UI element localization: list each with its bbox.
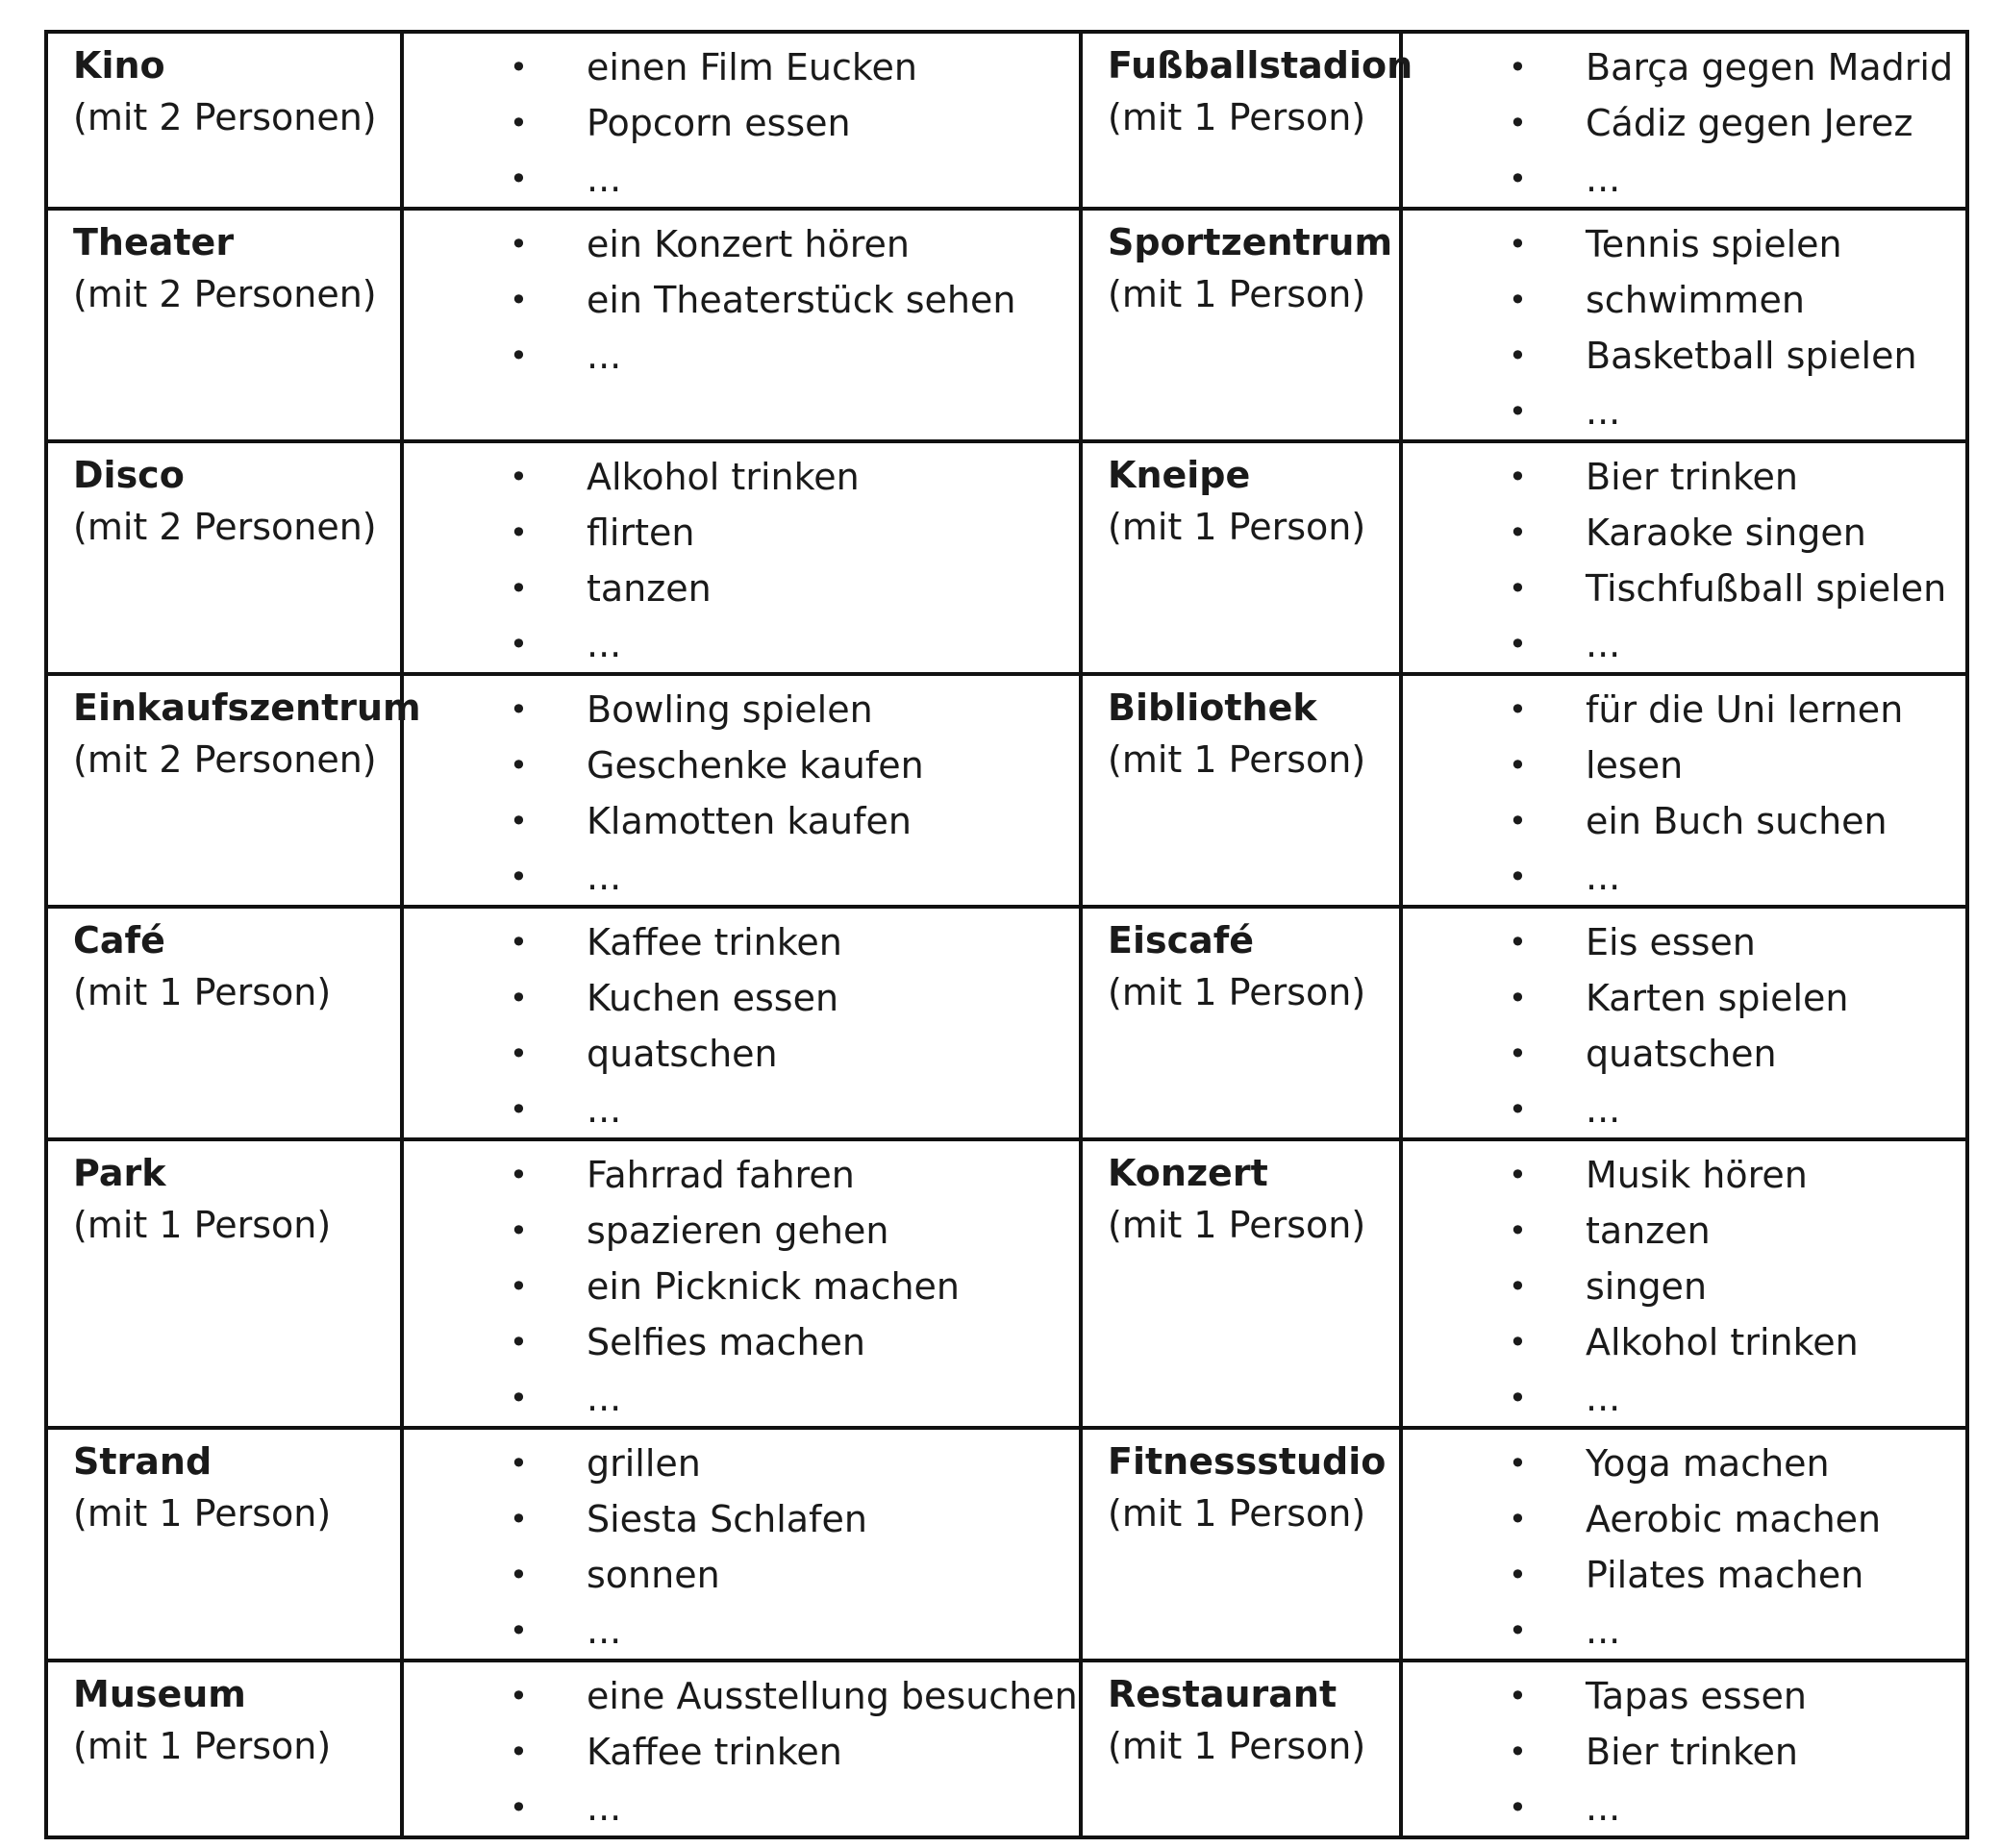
activity-text: ein Theaterstück sehen — [587, 279, 1016, 321]
activities-cell — [1401, 32, 1967, 209]
list-item — [404, 561, 1079, 616]
bullet-icon: • — [510, 803, 528, 839]
activity-text: Tapas essen — [1586, 1675, 1807, 1717]
place-people-count: (mit 1 Person) — [1108, 738, 1366, 781]
list-item — [1403, 849, 1965, 905]
activity-text: Klamotten kaufen — [587, 800, 912, 842]
activity-text: ... — [1586, 1786, 1621, 1829]
list-item — [404, 272, 1079, 328]
place-cell — [1081, 1139, 1401, 1428]
place-name: Bibliothek — [1108, 687, 1317, 729]
list-item — [1403, 914, 1965, 970]
place-people-count: (mit 1 Person) — [1108, 1492, 1366, 1535]
activity-text: ... — [1586, 1088, 1621, 1131]
bullet-icon: • — [1509, 924, 1527, 961]
bullet-icon: • — [1509, 691, 1527, 728]
bullet-icon: • — [510, 1268, 528, 1305]
table-row — [46, 1428, 1967, 1661]
list-item — [404, 793, 1079, 849]
table-row — [46, 441, 1967, 674]
activity-text: ... — [1586, 1610, 1621, 1652]
activity-text: Musik hören — [1586, 1154, 1808, 1196]
bullet-icon: • — [510, 282, 528, 318]
list-item — [1403, 1668, 1965, 1724]
activity-text: lesen — [1586, 744, 1684, 787]
place-name: Park — [73, 1152, 166, 1194]
bullet-icon: • — [1509, 1380, 1527, 1416]
bullet-icon: • — [510, 1734, 528, 1770]
activity-text: Tischfußball spielen — [1586, 567, 1947, 610]
activity-text: Bowling spielen — [587, 688, 873, 731]
bullet-icon: • — [510, 859, 528, 895]
activities-list — [1403, 1668, 1965, 1836]
activity-text: Yoga machen — [1586, 1442, 1830, 1485]
list-item — [1403, 1491, 1965, 1547]
bullet-icon: • — [1509, 1324, 1527, 1361]
bullet-icon: • — [1509, 1212, 1527, 1249]
list-item — [404, 1436, 1079, 1491]
activity-text: ... — [587, 158, 622, 200]
activity-text: singen — [1586, 1265, 1708, 1308]
activity-text: Kuchen essen — [587, 977, 839, 1019]
activity-text: tanzen — [587, 567, 712, 610]
activity-text: Siesta Schlafen — [587, 1498, 867, 1540]
activity-text: Alkohol trinken — [587, 456, 860, 498]
list-item — [1403, 561, 1965, 616]
activity-text: sonnen — [587, 1554, 720, 1596]
list-item — [404, 1259, 1079, 1314]
list-item — [404, 328, 1079, 384]
list-item — [404, 1668, 1079, 1724]
bullet-icon: • — [1509, 626, 1527, 662]
activity-text: für die Uni lernen — [1586, 688, 1904, 731]
list-item — [404, 1082, 1079, 1137]
place-name: Café — [73, 919, 165, 961]
activities-list — [1403, 914, 1965, 1137]
bullet-icon: • — [510, 161, 528, 197]
bullet-icon: • — [510, 1612, 528, 1649]
activity-text: ... — [1586, 623, 1621, 665]
place-cell — [46, 674, 421, 907]
activity-text: ... — [1586, 1377, 1621, 1419]
activities-list — [1403, 682, 1965, 905]
activity-text: schwimmen — [1586, 279, 1805, 321]
bullet-icon: • — [1509, 1445, 1527, 1482]
list-item — [1403, 1147, 1965, 1203]
activities-cell — [402, 1661, 1081, 1837]
list-item — [1403, 1436, 1965, 1491]
activities-cell — [402, 1428, 1081, 1661]
place-people-count: (mit 2 Personen) — [73, 738, 377, 781]
bullet-icon: • — [1509, 1557, 1527, 1593]
place-name: Kneipe — [1108, 454, 1251, 496]
activities-list — [404, 39, 1079, 207]
list-item — [404, 1147, 1079, 1203]
place-cell — [46, 1139, 402, 1428]
activities-cell — [402, 32, 1081, 209]
bullet-icon: • — [510, 570, 528, 607]
bullet-icon: • — [510, 1501, 528, 1537]
activity-text: Alkohol trinken — [1586, 1321, 1859, 1363]
list-item — [1403, 505, 1965, 561]
activity-text: ... — [587, 623, 622, 665]
table-body — [46, 32, 1967, 1837]
table-row — [46, 1661, 1967, 1837]
place-name: Eiscafé — [1108, 919, 1255, 961]
bullet-icon: • — [510, 1557, 528, 1593]
bullet-icon: • — [510, 105, 528, 141]
list-item — [404, 1203, 1079, 1259]
place-name: Theater — [73, 221, 235, 263]
place-people-count: (mit 2 Personen) — [73, 96, 377, 138]
list-item — [404, 1491, 1079, 1547]
list-item — [1403, 1082, 1965, 1137]
bullet-icon: • — [510, 337, 528, 374]
bullet-icon: • — [1509, 514, 1527, 551]
activities-cell — [402, 1139, 1081, 1428]
bullet-icon: • — [1509, 1091, 1527, 1128]
bullet-icon: • — [1509, 105, 1527, 141]
bullet-icon: • — [510, 980, 528, 1016]
activity-text: Bier trinken — [1586, 456, 1798, 498]
activity-text: spazieren gehen — [587, 1210, 889, 1252]
activity-text: grillen — [587, 1442, 701, 1485]
list-item — [1403, 1724, 1965, 1780]
list-item — [1403, 272, 1965, 328]
place-cell — [1081, 1661, 1401, 1837]
bullet-icon: • — [1509, 1501, 1527, 1537]
bullet-icon: • — [510, 747, 528, 784]
list-item — [404, 1026, 1079, 1082]
bullet-icon: • — [1509, 226, 1527, 262]
place-people-count: (mit 1 Person) — [1108, 1725, 1366, 1767]
place-cell — [1081, 907, 1401, 1139]
bullet-icon: • — [510, 1380, 528, 1416]
bullet-icon: • — [510, 626, 528, 662]
bullet-icon: • — [510, 924, 528, 961]
place-cell — [1081, 1428, 1401, 1661]
list-item — [1403, 95, 1965, 151]
bullet-icon: • — [1509, 161, 1527, 197]
place-name: Disco — [73, 454, 185, 496]
activities-cell — [402, 907, 1081, 1139]
activities-list — [1403, 216, 1965, 439]
place-cell — [46, 32, 402, 209]
place-people-count: (mit 2 Personen) — [73, 273, 377, 315]
bullet-icon: • — [1509, 459, 1527, 495]
activities-cell — [1401, 1139, 1967, 1428]
list-item — [404, 151, 1079, 207]
activities-list — [404, 914, 1079, 1137]
activity-text: Cádiz gegen Jerez — [1586, 102, 1913, 144]
activity-text: Eis essen — [1586, 921, 1756, 963]
list-item — [404, 1370, 1079, 1426]
place-people-count: (mit 1 Person) — [1108, 96, 1366, 138]
list-item — [1403, 1603, 1965, 1659]
place-cell — [1081, 441, 1401, 674]
place-people-count: (mit 1 Person) — [73, 1492, 332, 1535]
activity-text: Bier trinken — [1586, 1731, 1798, 1773]
list-item — [1403, 1547, 1965, 1603]
activity-text: ein Konzert hören — [587, 223, 910, 265]
activity-text: Kaffee trinken — [587, 1731, 842, 1773]
list-item — [404, 449, 1079, 505]
bullet-icon: • — [510, 1091, 528, 1128]
bullet-icon: • — [1509, 393, 1527, 430]
list-item — [1403, 384, 1965, 439]
activity-text: flirten — [587, 512, 695, 554]
bullet-icon: • — [510, 514, 528, 551]
bullet-icon: • — [510, 1036, 528, 1072]
bullet-icon: • — [510, 1324, 528, 1361]
activity-text: Kaffee trinken — [587, 921, 842, 963]
activities-list — [404, 1436, 1079, 1659]
place-cell — [46, 1428, 402, 1661]
activity-text: ... — [1586, 390, 1621, 433]
list-item — [404, 505, 1079, 561]
bullet-icon: • — [1509, 49, 1527, 86]
activities-cell — [402, 441, 1081, 674]
activity-text: Pilates machen — [1586, 1554, 1864, 1596]
list-item — [1403, 151, 1965, 207]
bullet-icon: • — [510, 1157, 528, 1193]
place-name: Einkaufszentrum — [73, 687, 421, 729]
bullet-icon: • — [510, 49, 528, 86]
activities-cell — [1401, 441, 1967, 674]
place-cell — [1081, 209, 1401, 441]
activities-cell — [1401, 907, 1967, 1139]
place-people-count: (mit 1 Person) — [1108, 971, 1366, 1013]
activities-list — [404, 1147, 1079, 1426]
activity-text: ... — [587, 1786, 622, 1829]
list-item — [1403, 216, 1965, 272]
activity-text: ... — [1586, 158, 1621, 200]
activity-text: Aerobic machen — [1586, 1498, 1882, 1540]
list-item — [404, 616, 1079, 672]
list-item — [404, 39, 1079, 95]
list-item — [404, 216, 1079, 272]
place-name: Fitnessstudio — [1108, 1440, 1387, 1483]
activities-cell — [402, 209, 1081, 441]
activity-text: ... — [587, 856, 622, 898]
activity-text: Popcorn essen — [587, 102, 851, 144]
bullet-icon: • — [1509, 282, 1527, 318]
list-item — [404, 682, 1079, 737]
activities-cell — [1401, 209, 1967, 441]
list-item — [404, 849, 1079, 905]
bullet-icon: • — [1509, 980, 1527, 1016]
activity-text: tanzen — [1586, 1210, 1711, 1252]
activities-list — [404, 449, 1079, 672]
list-item — [1403, 1203, 1965, 1259]
list-item — [404, 1780, 1079, 1836]
activity-text: ... — [587, 335, 622, 377]
activity-text: quatschen — [587, 1033, 778, 1075]
place-name: Konzert — [1108, 1152, 1268, 1194]
place-people-count: (mit 2 Personen) — [73, 506, 377, 548]
activity-text: eine Ausstellung besuchen — [587, 1675, 1078, 1717]
place-cell — [1081, 674, 1401, 907]
activities-list — [1403, 39, 1965, 207]
list-item — [1403, 682, 1965, 737]
list-item — [1403, 449, 1965, 505]
list-item — [1403, 970, 1965, 1026]
activity-text: Barça gegen Madrid — [1586, 46, 1954, 88]
list-item — [404, 1547, 1079, 1603]
place-cell — [1081, 32, 1413, 209]
list-item — [1403, 39, 1965, 95]
list-item — [1403, 1780, 1965, 1836]
list-item — [404, 1603, 1079, 1659]
activity-text: Basketball spielen — [1586, 335, 1917, 377]
list-item — [404, 970, 1079, 1026]
bullet-icon: • — [1509, 1157, 1527, 1193]
activities-list — [1403, 1436, 1965, 1659]
list-item — [1403, 328, 1965, 384]
activities-list — [404, 682, 1079, 905]
activity-text: ... — [587, 1377, 622, 1419]
place-name: Sportzentrum — [1108, 221, 1393, 263]
bullet-icon: • — [1509, 570, 1527, 607]
place-people-count: (mit 1 Person) — [1108, 1204, 1366, 1246]
activity-text: einen Film Eucken — [587, 46, 917, 88]
list-item — [1403, 1026, 1965, 1082]
bullet-icon: • — [1509, 337, 1527, 374]
bullet-icon: • — [510, 1678, 528, 1714]
bullet-icon: • — [1509, 747, 1527, 784]
table-row — [46, 32, 1967, 209]
activities-list — [404, 1668, 1079, 1836]
place-people-count: (mit 1 Person) — [1108, 506, 1366, 548]
activities-cell — [402, 674, 1081, 907]
place-cell — [46, 907, 402, 1139]
activity-text: ... — [1586, 856, 1621, 898]
place-name: Fußballstadion — [1108, 44, 1413, 87]
bullet-icon: • — [510, 1212, 528, 1249]
activities-list — [1403, 449, 1965, 672]
place-name: Strand — [73, 1440, 212, 1483]
list-item — [1403, 1314, 1965, 1370]
place-people-count: (mit 1 Person) — [73, 1725, 332, 1767]
activities-cell — [1401, 1661, 1967, 1837]
activity-text: Geschenke kaufen — [587, 744, 924, 787]
bullet-icon: • — [510, 1445, 528, 1482]
activity-text: Karten spielen — [1586, 977, 1849, 1019]
place-cell — [46, 441, 402, 674]
list-item — [404, 737, 1079, 793]
table-row — [46, 674, 1967, 907]
list-item — [404, 1314, 1079, 1370]
activity-text: ... — [587, 1610, 622, 1652]
activities-list — [404, 216, 1079, 384]
activities-list — [1403, 1147, 1965, 1426]
activity-table — [44, 30, 1969, 1839]
place-name: Museum — [73, 1673, 246, 1715]
list-item — [1403, 1259, 1965, 1314]
list-item — [1403, 616, 1965, 672]
place-people-count: (mit 1 Person) — [1108, 273, 1366, 315]
list-item — [404, 914, 1079, 970]
bullet-icon: • — [510, 459, 528, 495]
activity-text: Tennis spielen — [1586, 223, 1842, 265]
bullet-icon: • — [510, 1789, 528, 1826]
bullet-icon: • — [1509, 1678, 1527, 1714]
activity-text: ... — [587, 1088, 622, 1131]
activity-text: ein Buch suchen — [1586, 800, 1888, 842]
place-people-count: (mit 1 Person) — [73, 971, 332, 1013]
bullet-icon: • — [1509, 803, 1527, 839]
table-row — [46, 1139, 1967, 1428]
bullet-icon: • — [1509, 1612, 1527, 1649]
activity-text: Selfies machen — [587, 1321, 865, 1363]
list-item — [1403, 1370, 1965, 1426]
activity-text: Fahrrad fahren — [587, 1154, 855, 1196]
table-row — [46, 209, 1967, 441]
bullet-icon: • — [1509, 859, 1527, 895]
bullet-icon: • — [510, 691, 528, 728]
bullet-icon: • — [1509, 1734, 1527, 1770]
bullet-icon: • — [510, 226, 528, 262]
activity-text: quatschen — [1586, 1033, 1777, 1075]
list-item — [1403, 793, 1965, 849]
list-item — [1403, 737, 1965, 793]
place-cell — [46, 1661, 402, 1837]
bullet-icon: • — [1509, 1789, 1527, 1826]
place-cell — [46, 209, 402, 441]
list-item — [404, 95, 1079, 151]
place-name: Restaurant — [1108, 1673, 1338, 1715]
list-item — [404, 1724, 1079, 1780]
bullet-icon: • — [1509, 1036, 1527, 1072]
place-name: Kino — [73, 44, 165, 87]
activity-text: Karaoke singen — [1586, 512, 1866, 554]
bullet-icon: • — [1509, 1268, 1527, 1305]
table-row — [46, 907, 1967, 1139]
activities-cell — [1401, 1428, 1967, 1661]
activity-text: ein Picknick machen — [587, 1265, 960, 1308]
place-people-count: (mit 1 Person) — [73, 1204, 332, 1246]
activities-cell — [1401, 674, 1967, 907]
